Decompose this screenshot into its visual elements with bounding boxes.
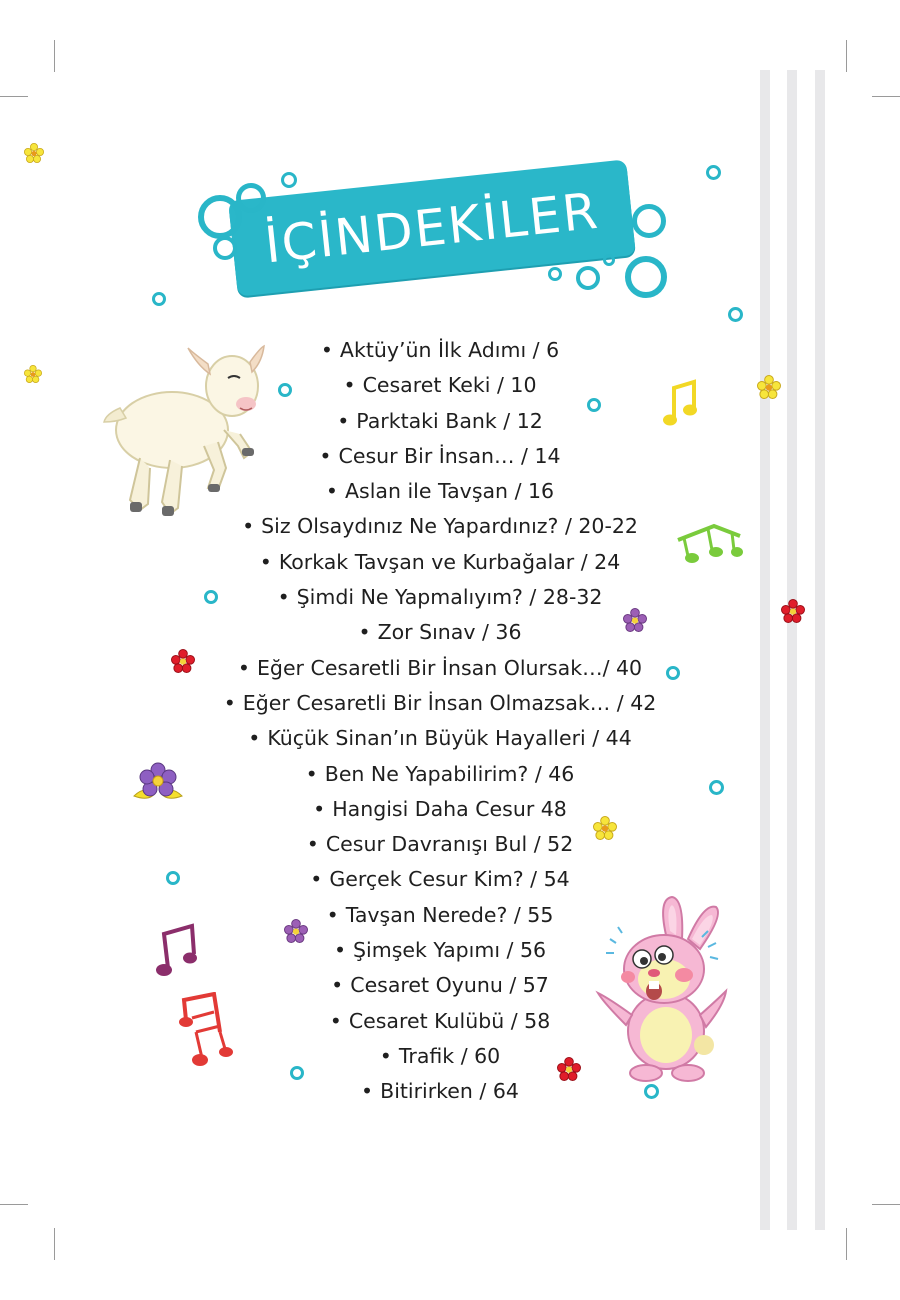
toc-entry-text: Cesaret Oyunu / 57 — [350, 973, 549, 998]
toc-entry[interactable] — [150, 474, 730, 509]
bullet: • — [319, 443, 332, 468]
toc-entry-text: Hangisi Daha Cesur 48 — [332, 796, 567, 821]
toc-entry[interactable] — [150, 686, 730, 721]
bullet: • — [326, 902, 339, 927]
bullet: • — [379, 1043, 392, 1068]
bullet: • — [259, 549, 272, 574]
bullet: • — [320, 338, 333, 362]
toc-entry-text: Gerçek Cesur Kim? / 54 — [329, 867, 570, 892]
bullet: • — [248, 726, 261, 751]
bullet: • — [223, 690, 236, 715]
toc-entry-text: Cesaret Kulübü / 58 — [348, 1008, 551, 1033]
toc-entry-text: Küçük Sinan’ın Büyük Hayalleri / 44 — [267, 726, 632, 751]
toc-entry-text: Eğer Cesaretli Bir İnsan Olmazsak… / 42 — [242, 690, 657, 715]
toc-entry[interactable] — [150, 862, 730, 897]
toc-entry[interactable] — [150, 545, 730, 580]
flower-icon — [24, 363, 42, 385]
bubble-ring — [198, 195, 242, 239]
crop-mark — [54, 1228, 55, 1260]
toc-entry-text: Aslan ile Tavşan / 16 — [345, 479, 555, 504]
bullet: • — [242, 514, 255, 539]
bullet: • — [313, 796, 326, 821]
bullet: • — [306, 832, 319, 857]
bubble-ring — [236, 183, 266, 213]
toc-entry-text: Siz Olsaydınız Ne Yapardınız? / 20-22 — [261, 514, 638, 539]
bullet: • — [337, 408, 350, 433]
toc-entry-text: Şimdi Ne Yapmalıyım? / 28-32 — [296, 585, 603, 610]
toc-entry[interactable] — [150, 439, 730, 474]
toc-entry[interactable] — [150, 580, 730, 615]
bubble-ring — [213, 236, 237, 260]
toc-entry[interactable] — [150, 792, 730, 827]
bubble-ring — [706, 165, 721, 180]
bubble-ring — [632, 204, 666, 238]
toc-entry-text: Tavşan Nerede? / 55 — [345, 902, 554, 927]
bullet: • — [277, 585, 290, 610]
toc-entry-text: Cesaret Keki / 10 — [362, 373, 537, 398]
bullet: • — [329, 1008, 342, 1033]
toc-entry[interactable] — [150, 1039, 730, 1074]
bubble-ring — [281, 172, 297, 188]
toc-entry[interactable] — [150, 827, 730, 862]
toc-entry-text: Cesur Davranışı Bul / 52 — [325, 832, 574, 857]
table-of-contents — [150, 333, 730, 1110]
toc-entry-text: Trafik / 60 — [398, 1043, 501, 1068]
toc-entry-text: Cesur Bir İnsan… / 14 — [338, 443, 561, 468]
bullet: • — [325, 479, 338, 504]
toc-entry[interactable] — [150, 757, 730, 792]
toc-entry[interactable] — [150, 368, 730, 403]
crop-mark — [54, 40, 55, 72]
toc-entry[interactable] — [150, 333, 730, 368]
flower-icon — [24, 142, 44, 164]
bullet: • — [237, 655, 250, 680]
bullet: • — [361, 1079, 374, 1104]
toc-entry[interactable] — [150, 651, 730, 686]
bullet: • — [305, 761, 318, 786]
bullet: • — [331, 973, 344, 998]
toc-entry-text: Parktaki Bank / 12 — [356, 408, 543, 433]
toc-entry[interactable] — [150, 509, 730, 544]
toc-entry-text: Bitirirken / 64 — [380, 1079, 519, 1104]
toc-entry[interactable] — [150, 721, 730, 756]
toc-entry[interactable] — [150, 968, 730, 1003]
toc-entry[interactable] — [150, 933, 730, 968]
toc-entry[interactable] — [150, 898, 730, 933]
crop-mark — [846, 1228, 847, 1260]
bullet: • — [358, 620, 371, 645]
toc-entry-text: Şimşek Yapımı / 56 — [353, 938, 547, 963]
page-title: İÇİNDEKİLER — [262, 181, 602, 275]
toc-entry-text: Korkak Tavşan ve Kurbağalar / 24 — [278, 549, 621, 574]
flower-icon — [756, 375, 782, 399]
toc-entry-text: Aktüy’ün İlk Adımı / 6 — [339, 338, 560, 362]
bullet: • — [343, 373, 356, 398]
crop-mark — [872, 1204, 900, 1205]
flower-icon — [780, 599, 806, 623]
toc-entry[interactable] — [150, 1074, 730, 1109]
toc-entry-text: Eğer Cesaretli Bir İnsan Olursak…/ 40 — [256, 655, 643, 680]
bubble-ring — [576, 266, 600, 290]
toc-entry[interactable] — [150, 615, 730, 650]
crop-mark — [0, 96, 28, 97]
toc-entry[interactable] — [150, 404, 730, 439]
crop-mark — [0, 1204, 28, 1205]
toc-entry-text: Ben Ne Yapabilirim? / 46 — [324, 761, 575, 786]
bullet: • — [310, 867, 323, 892]
crop-mark — [872, 96, 900, 97]
toc-entry[interactable] — [150, 1004, 730, 1039]
side-stripes — [758, 70, 828, 1230]
toc-entry-text: Zor Sınav / 36 — [377, 620, 522, 645]
bubble-ring — [625, 256, 667, 298]
bubble-ring — [152, 292, 166, 306]
bubble-ring — [603, 254, 615, 266]
bubble-ring — [728, 307, 743, 322]
bubble-ring — [548, 267, 562, 281]
bullet: • — [333, 938, 347, 963]
crop-mark — [846, 40, 847, 72]
